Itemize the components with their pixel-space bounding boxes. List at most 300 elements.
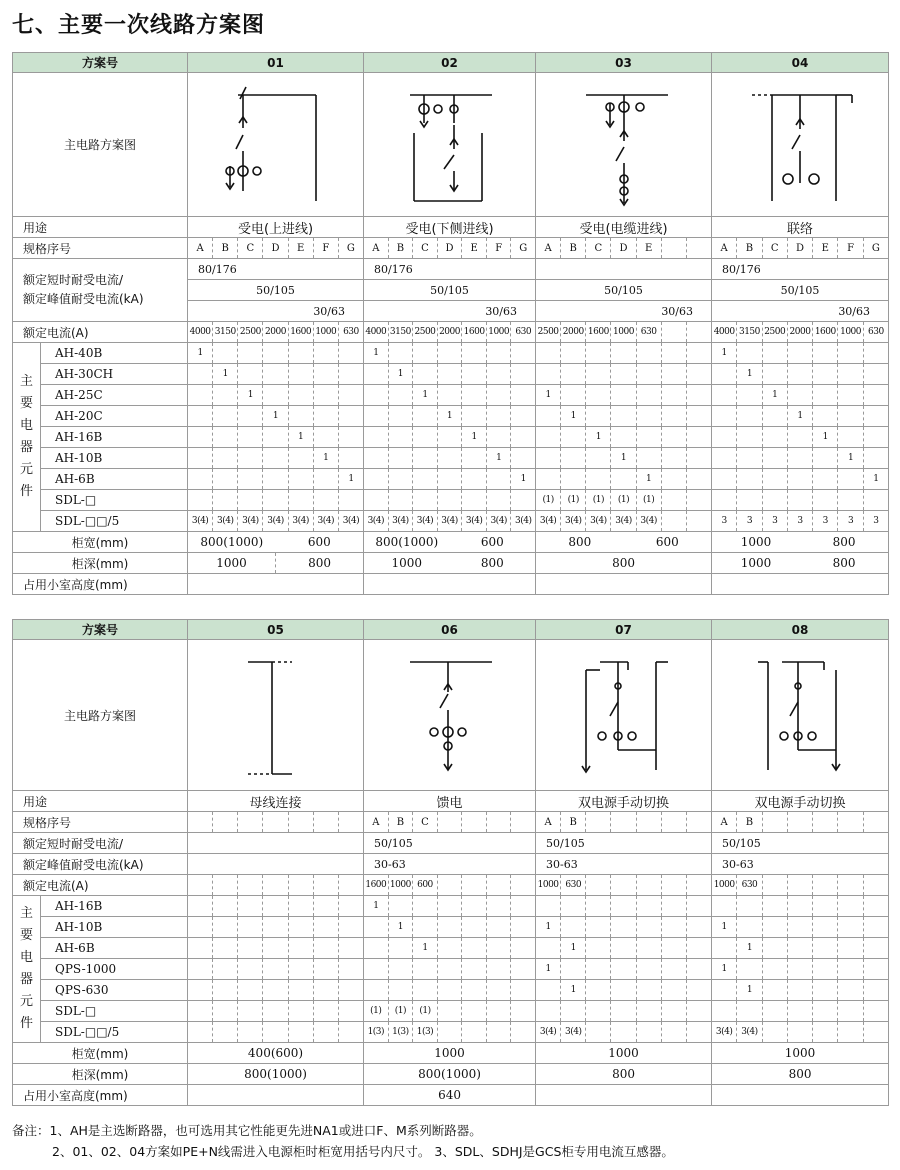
grid-cell	[661, 1022, 686, 1042]
grid-cell	[486, 938, 511, 958]
grid-cell	[787, 917, 812, 937]
grid-cell	[536, 448, 560, 468]
grid-cell	[837, 917, 862, 937]
grid-cell: 1600	[585, 322, 610, 342]
grid-cell	[736, 917, 761, 937]
grid-cell	[412, 959, 437, 979]
grid-cell: 1	[863, 469, 888, 489]
grid-cell: 1	[736, 980, 761, 1000]
use-06: 馈电	[364, 791, 536, 812]
component-cell	[188, 959, 364, 980]
grid-cell	[486, 364, 511, 384]
grid-cell: 3(4)	[437, 511, 462, 531]
component-name: QPS-630	[41, 980, 188, 1001]
depth-value: 1000	[740, 556, 772, 570]
grid-cell	[863, 1001, 888, 1021]
component-grid	[536, 917, 711, 937]
grid-cell	[585, 812, 610, 832]
component-cell	[712, 406, 889, 427]
grid-cell: 1	[288, 427, 313, 447]
grid-cell	[338, 490, 363, 510]
component-cell	[536, 364, 712, 385]
grid-cell	[863, 427, 888, 447]
component-cell	[536, 959, 712, 980]
grid-cell	[585, 406, 610, 426]
current-grid	[536, 875, 711, 895]
spec-05	[188, 812, 364, 833]
grid-cell	[712, 938, 736, 958]
grid-cell	[636, 364, 661, 384]
component-grid	[712, 406, 888, 426]
grid-cell	[585, 364, 610, 384]
grid-cell	[536, 406, 560, 426]
scheme-table-1	[12, 52, 889, 595]
depth-pair	[364, 553, 535, 573]
grid-cell: 3(4)	[539, 516, 557, 526]
grid-cell	[712, 896, 736, 916]
grid-cell	[585, 917, 610, 937]
grid-cell	[812, 343, 837, 363]
grid-cell	[812, 490, 837, 510]
grid-cell	[712, 469, 736, 489]
grid-cell	[461, 875, 486, 895]
grid-cell	[188, 938, 212, 958]
grid-cell	[712, 490, 736, 510]
current-grid	[364, 322, 535, 342]
grid-cell	[762, 980, 787, 1000]
short-c-01: 30/63	[188, 301, 364, 322]
grid-cell	[510, 406, 535, 426]
grid-cell	[610, 896, 635, 916]
component-grid	[364, 938, 535, 958]
spec-row	[13, 238, 889, 259]
grid-cell	[736, 385, 761, 405]
current-row	[13, 322, 889, 343]
diagram-row	[13, 73, 889, 217]
grid-cell	[262, 1001, 287, 1021]
component-cell	[712, 917, 889, 938]
component-cell	[712, 959, 889, 980]
grid-cell: 1	[388, 917, 413, 937]
grid-cell: 1	[510, 469, 535, 489]
grid-cell	[461, 343, 486, 363]
grid-cell	[661, 406, 686, 426]
grid-cell	[661, 427, 686, 447]
grid-cell	[510, 448, 535, 468]
component-grid	[712, 980, 888, 1000]
grid-cell	[536, 1001, 560, 1021]
grid-cell	[237, 427, 262, 447]
grid-cell	[510, 343, 535, 363]
width-02	[364, 532, 536, 553]
room-height-08	[712, 1085, 889, 1106]
component-grid	[188, 406, 363, 426]
main-elements-label: 主要电器元件	[13, 896, 41, 1043]
grid-cell: B	[736, 812, 761, 832]
short-c-02: 30/63	[364, 301, 536, 322]
grid-cell	[262, 980, 287, 1000]
circuit-diagram-05	[188, 640, 364, 791]
grid-cell	[510, 1022, 535, 1042]
grid-cell	[610, 385, 635, 405]
grid-cell	[661, 343, 686, 363]
rated-short-line2: 额定峰值耐受电流(kA)	[23, 292, 144, 306]
grid-cell	[237, 980, 262, 1000]
grid-cell	[288, 812, 313, 832]
grid-cell	[712, 427, 736, 447]
grid-cell: 3150	[388, 322, 413, 342]
grid-cell	[863, 406, 888, 426]
grid-cell	[712, 364, 736, 384]
grid-cell	[288, 364, 313, 384]
grid-cell: 3(4)	[610, 511, 635, 531]
room-height-label: 占用小室高度(mm)	[13, 574, 188, 595]
grid-cell: 1	[787, 406, 812, 426]
spec-grid	[364, 812, 535, 832]
grid-cell	[262, 917, 287, 937]
component-grid	[188, 1022, 363, 1042]
grid-cell	[212, 343, 237, 363]
depth-07: 800	[536, 1064, 712, 1085]
grid-cell: 3(4)	[412, 511, 437, 531]
grid-cell	[837, 490, 862, 510]
component-grid	[364, 406, 535, 426]
grid-cell	[437, 959, 462, 979]
grid-cell	[812, 959, 837, 979]
component-name: AH-10B	[41, 917, 188, 938]
component-cell	[364, 980, 536, 1001]
grid-cell	[787, 469, 812, 489]
depth-pair	[536, 553, 711, 573]
component-row	[13, 511, 889, 532]
short-b-01: 50/105	[188, 280, 364, 301]
grid-cell: 3	[837, 511, 862, 531]
component-grid	[712, 917, 888, 937]
grid-cell	[686, 406, 711, 426]
grid-cell	[313, 812, 338, 832]
grid-cell	[461, 1022, 486, 1042]
component-cell	[536, 469, 712, 490]
grid-cell	[288, 1022, 313, 1042]
grid-cell	[837, 343, 862, 363]
grid-cell	[636, 406, 661, 426]
room-height-01	[188, 574, 364, 595]
grid-cell: 1	[560, 406, 585, 426]
component-grid	[364, 469, 535, 489]
component-cell	[536, 343, 712, 364]
width-value: 1000	[740, 535, 772, 549]
grid-cell	[812, 1022, 837, 1042]
grid-cell	[364, 938, 388, 958]
component-cell	[712, 490, 889, 511]
grid-cell	[486, 896, 511, 916]
grid-cell	[461, 490, 486, 510]
depth-value: 800	[275, 553, 363, 573]
current-grid	[536, 322, 711, 342]
scheme-02: 02	[364, 53, 536, 73]
component-cell	[188, 448, 364, 469]
grid-cell	[762, 812, 787, 832]
grid-cell: 1	[197, 348, 203, 358]
grid-cell	[610, 980, 635, 1000]
grid-cell	[510, 959, 535, 979]
grid-cell	[661, 938, 686, 958]
grid-cell	[237, 812, 262, 832]
component-cell	[712, 448, 889, 469]
component-cell	[712, 511, 889, 532]
component-name: AH-6B	[41, 469, 188, 490]
grid-cell	[863, 448, 888, 468]
component-cell	[188, 406, 364, 427]
component-grid	[536, 1001, 711, 1021]
grid-cell	[636, 1001, 661, 1021]
component-cell	[188, 1022, 364, 1043]
grid-cell: 2500	[237, 322, 262, 342]
grid-cell	[237, 343, 262, 363]
grid-cell	[313, 469, 338, 489]
scheme-number-row	[13, 620, 889, 640]
component-grid	[188, 385, 363, 405]
grid-cell	[486, 875, 511, 895]
grid-cell	[536, 980, 560, 1000]
grid-cell	[712, 406, 736, 426]
grid-cell: 3(4)	[461, 511, 486, 531]
component-grid	[712, 427, 888, 447]
grid-cell	[486, 385, 511, 405]
room-height-row	[13, 1085, 889, 1106]
grid-cell: 3(4)	[560, 1022, 585, 1042]
grid-cell	[237, 875, 262, 895]
short-b-06: 30-63	[364, 854, 536, 875]
diagram-label: 主电路方案图	[13, 73, 188, 217]
circuit-diagram-04	[712, 73, 889, 217]
current-06	[364, 875, 536, 896]
grid-cell: 3	[863, 511, 888, 531]
grid-cell: 1	[610, 448, 635, 468]
component-cell	[188, 980, 364, 1001]
grid-cell	[364, 469, 388, 489]
grid-cell: C	[585, 238, 610, 258]
component-row	[13, 385, 889, 406]
grid-cell	[510, 385, 535, 405]
grid-cell	[388, 959, 413, 979]
grid-cell	[686, 322, 711, 342]
grid-cell	[837, 406, 862, 426]
grid-cell	[686, 448, 711, 468]
grid-cell	[762, 959, 787, 979]
component-grid	[188, 1001, 363, 1021]
grid-cell	[486, 1001, 511, 1021]
spec-04	[712, 238, 889, 259]
grid-cell	[212, 875, 237, 895]
width-05: 400(600)	[188, 1043, 364, 1064]
cabinet-depth-label: 柜深(mm)	[13, 1064, 188, 1085]
grid-cell	[812, 406, 837, 426]
grid-cell	[762, 406, 787, 426]
grid-cell	[661, 1001, 686, 1021]
grid-cell	[188, 427, 212, 447]
grid-cell: (1)	[560, 490, 585, 510]
component-cell	[364, 896, 536, 917]
grid-cell	[787, 427, 812, 447]
grid-cell	[837, 1022, 862, 1042]
grid-cell	[837, 385, 862, 405]
grid-cell	[486, 917, 511, 937]
grid-cell	[188, 980, 212, 1000]
grid-cell	[863, 938, 888, 958]
component-grid	[188, 448, 363, 468]
depth-05: 800(1000)	[188, 1064, 364, 1085]
grid-cell	[510, 812, 535, 832]
grid-cell	[237, 364, 262, 384]
grid-cell	[736, 1001, 761, 1021]
grid-cell: 1	[412, 385, 437, 405]
grid-cell	[686, 364, 711, 384]
grid-cell: 1	[545, 390, 551, 400]
grid-cell	[212, 1022, 237, 1042]
grid-cell: 1	[338, 469, 363, 489]
grid-cell	[338, 1022, 363, 1042]
grid-cell	[338, 427, 363, 447]
grid-cell	[486, 1022, 511, 1042]
grid-cell: 1	[373, 901, 379, 911]
component-row	[13, 427, 889, 448]
grid-cell	[388, 385, 413, 405]
grid-cell	[762, 917, 787, 937]
component-grid	[536, 938, 711, 958]
grid-cell: A	[720, 816, 728, 828]
grid-cell	[313, 385, 338, 405]
width-pair	[712, 532, 888, 552]
grid-cell: 3(4)	[736, 1022, 761, 1042]
grid-cell	[787, 875, 812, 895]
grid-cell: 3(4)	[539, 1027, 557, 1037]
component-grid	[364, 917, 535, 937]
component-grid	[364, 490, 535, 510]
grid-cell	[787, 448, 812, 468]
grid-cell	[812, 448, 837, 468]
short-row-a	[13, 259, 889, 280]
component-grid	[536, 896, 711, 916]
grid-cell: A	[372, 242, 380, 254]
grid-cell: 3(4)	[715, 1027, 733, 1037]
current-02	[364, 322, 536, 343]
grid-cell: 1600	[812, 322, 837, 342]
grid-cell	[863, 490, 888, 510]
component-cell	[536, 490, 712, 511]
grid-cell: 1600	[365, 880, 387, 890]
grid-cell	[212, 490, 237, 510]
grid-cell	[812, 875, 837, 895]
grid-cell: 3(4)	[237, 511, 262, 531]
grid-cell	[762, 469, 787, 489]
grid-cell: A	[196, 242, 204, 254]
grid-cell	[686, 980, 711, 1000]
grid-cell: A	[372, 816, 380, 828]
component-cell	[536, 385, 712, 406]
grid-cell	[585, 896, 610, 916]
grid-cell	[510, 490, 535, 510]
grid-cell: 3(4)	[288, 511, 313, 531]
grid-cell: 630	[560, 875, 585, 895]
grid-cell	[364, 448, 388, 468]
grid-cell	[510, 875, 535, 895]
grid-cell: 1	[837, 448, 862, 468]
circuit-diagram-06	[364, 640, 536, 791]
grid-cell	[313, 980, 338, 1000]
grid-cell	[313, 959, 338, 979]
grid-cell	[437, 812, 462, 832]
component-cell	[188, 343, 364, 364]
grid-cell	[412, 490, 437, 510]
grid-cell	[837, 980, 862, 1000]
grid-cell	[237, 1022, 262, 1042]
component-cell	[712, 343, 889, 364]
current-03	[536, 322, 712, 343]
grid-cell	[262, 1022, 287, 1042]
grid-cell	[736, 896, 761, 916]
grid-cell	[338, 875, 363, 895]
use-label: 用途	[13, 791, 188, 812]
component-cell	[364, 938, 536, 959]
depth-pair	[188, 553, 363, 573]
short-a-06: 50/105	[364, 833, 536, 854]
component-grid	[364, 1022, 535, 1042]
grid-cell	[212, 812, 237, 832]
grid-cell	[237, 959, 262, 979]
grid-cell	[762, 938, 787, 958]
grid-cell: 1	[736, 364, 761, 384]
grid-cell	[437, 917, 462, 937]
grid-cell	[486, 343, 511, 363]
grid-cell	[388, 938, 413, 958]
grid-cell	[237, 1001, 262, 1021]
grid-cell: 3(4)	[367, 516, 385, 526]
grid-cell	[412, 364, 437, 384]
grid-cell	[661, 511, 686, 531]
grid-cell	[388, 980, 413, 1000]
grid-cell	[212, 427, 237, 447]
grid-cell	[486, 469, 511, 489]
grid-cell	[437, 448, 462, 468]
grid-cell: C	[412, 238, 437, 258]
grid-cell	[837, 896, 862, 916]
grid-cell	[313, 1001, 338, 1021]
note-line-1: 备注：1、AH是主选断路器，也可选用其它性能更先进NA1或进口F、M系列断路器。	[12, 1123, 482, 1138]
component-row	[13, 469, 889, 490]
component-grid	[536, 343, 711, 363]
scheme-05: 05	[188, 620, 364, 640]
spec-grid	[712, 238, 888, 258]
grid-cell	[412, 896, 437, 916]
scheme-06: 06	[364, 620, 536, 640]
short-c-03: 30/63	[536, 301, 712, 322]
grid-cell	[212, 406, 237, 426]
component-cell	[712, 427, 889, 448]
current-grid	[188, 875, 363, 895]
grid-cell: 3(4)	[388, 511, 413, 531]
grid-cell	[288, 875, 313, 895]
grid-cell	[837, 469, 862, 489]
spec-02	[364, 238, 536, 259]
grid-cell	[812, 1001, 837, 1021]
grid-cell: (1)	[610, 490, 635, 510]
grid-cell: (1)	[370, 1006, 382, 1016]
grid-cell	[212, 385, 237, 405]
component-cell	[188, 938, 364, 959]
component-grid	[712, 343, 888, 363]
grid-cell	[536, 896, 560, 916]
